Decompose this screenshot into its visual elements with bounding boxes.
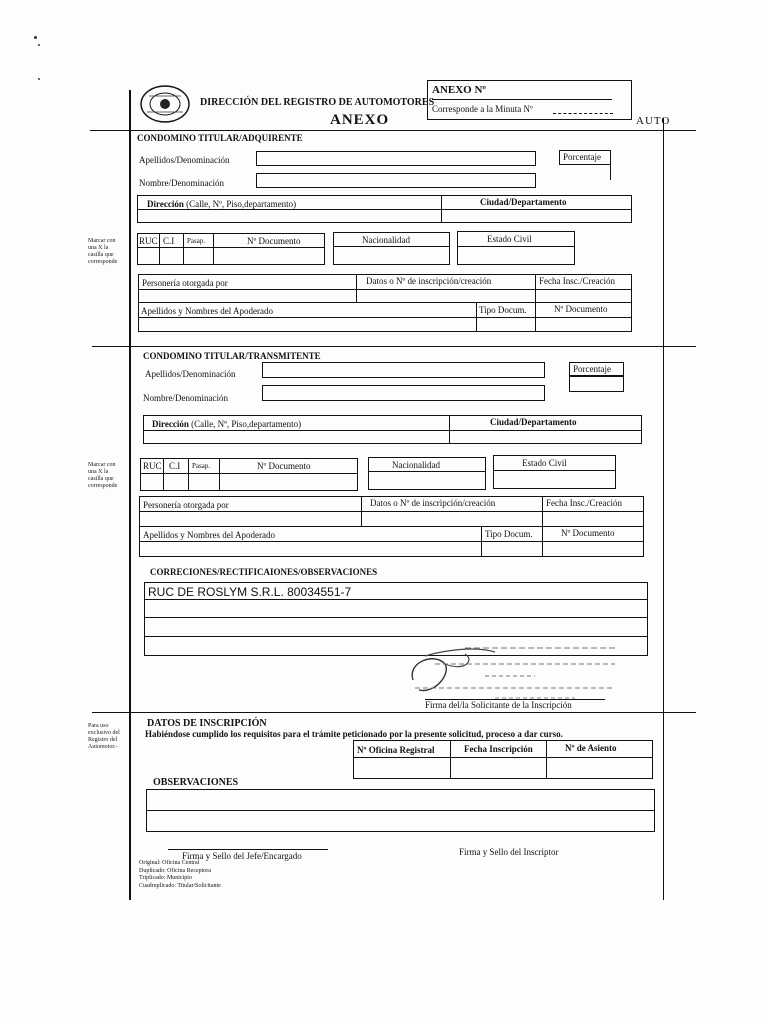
apellidos-input[interactable] <box>262 362 545 378</box>
nombre-label: Nombre/Denominación <box>143 393 228 403</box>
divider <box>138 302 632 303</box>
tipo-docum-label: Tipo Docum. <box>479 305 527 315</box>
ndoc-label: Nº Documento <box>247 236 301 246</box>
divider <box>542 496 543 557</box>
divider <box>361 496 362 526</box>
divider <box>441 195 442 223</box>
asiento-label: Nº de Asiento <box>565 743 617 753</box>
divider <box>143 430 642 431</box>
divider <box>546 740 547 779</box>
apoderado-label: Apellidos y Nombres del Apoderado <box>143 530 275 540</box>
nombre-input[interactable] <box>262 385 545 401</box>
inscripcion-statement: Habiéndose cumplido los requisitos para el trámite peticionado por la presente solicitud, proceso a dar curso. <box>145 729 563 739</box>
divider <box>213 233 214 265</box>
divider <box>144 599 648 600</box>
nacionalidad-label: Nacionalidad <box>362 235 410 245</box>
divider <box>493 470 616 471</box>
section-divider <box>92 712 696 713</box>
ciudad-label: Ciudad/Departamento <box>480 197 567 207</box>
divider <box>432 99 612 100</box>
divider <box>146 810 655 811</box>
auto-label: AUTO <box>636 115 671 127</box>
divider <box>183 233 184 265</box>
ndoc-label: Nº Documento <box>257 461 311 471</box>
side-note-marcar: Marcar con una X la casilla que corresponde <box>88 462 118 489</box>
divider <box>140 473 358 474</box>
scan-speck <box>38 78 40 80</box>
copy-line: Cuadruplicado: Titular/Solicitante <box>139 882 221 889</box>
direccion-label: Dirección (Calle, Nº, Piso,departamento) <box>147 199 297 209</box>
copies-list <box>139 860 221 890</box>
copy-line: Triplicado: Municipio <box>139 875 192 881</box>
porcentaje-input[interactable] <box>610 164 611 180</box>
direccion-label: Dirección (Calle, Nº, Piso,departamento) <box>152 419 302 429</box>
ruc-label: RUC <box>139 236 158 246</box>
firma-solicitante: Firma del/la Solicitante de la Inscripción <box>425 700 572 710</box>
signature-line <box>168 849 328 850</box>
section-divider <box>92 346 696 347</box>
firma-inscriptor: Firma y Sello del Inscriptor <box>459 847 559 857</box>
nombre-label: Nombre/Denominación <box>139 178 224 188</box>
scan-speck <box>38 44 40 46</box>
estado-civil-label: Estado Civil <box>522 458 567 468</box>
divider <box>450 740 451 779</box>
datos-inscripcion-label: Datos o Nº de inscripción/creación <box>366 276 492 286</box>
divider <box>476 302 477 332</box>
personeria-label: Personería otorgada por <box>142 278 228 288</box>
divider <box>368 471 486 472</box>
divider <box>139 511 644 512</box>
porcentaje-label: Porcentaje <box>563 152 601 162</box>
fecha-inscripcion-label: Fecha Inscripción <box>464 744 533 754</box>
nombre-input[interactable] <box>256 173 536 188</box>
porcentaje-label: Porcentaje <box>573 364 611 374</box>
divider <box>353 757 653 758</box>
notary-stamp <box>405 642 645 706</box>
anexo-number-label: ANEXO Nº <box>432 84 487 96</box>
divider <box>188 458 189 491</box>
pasap-label: Pasap. <box>187 237 206 245</box>
fecha-insc-label: Fecha Insc./Creación <box>546 498 622 508</box>
minuta-field[interactable] <box>553 113 613 114</box>
apellidos-input[interactable] <box>256 151 536 166</box>
ruc-label: RUC <box>143 461 162 471</box>
divider <box>144 636 648 637</box>
divider <box>139 541 644 542</box>
section-title-observaciones: OBSERVACIONES <box>153 777 239 788</box>
divider <box>138 317 632 318</box>
apellidos-label: Apellidos/Denominación <box>139 155 230 165</box>
estado-civil-label: Estado Civil <box>487 234 532 244</box>
nacionalidad-label: Nacionalidad <box>392 460 440 470</box>
divider <box>449 415 450 444</box>
section-title-adquirente: CONDOMINO TITULAR/ADQUIRENTE <box>137 133 303 143</box>
divider <box>139 526 644 527</box>
fecha-insc-label: Fecha Insc./Creación <box>539 276 615 286</box>
left-margin-line <box>129 90 131 900</box>
divider <box>356 274 357 302</box>
ndoc2-label: Nº Documento <box>561 528 615 538</box>
divider <box>163 458 164 491</box>
firma-jefe: Firma y Sello del Jefe/Encargado <box>182 851 302 861</box>
pasap-label: Pasap. <box>192 462 211 470</box>
ci-label: C.I <box>169 461 181 471</box>
seal-logo <box>139 84 191 124</box>
scan-speck <box>34 36 37 39</box>
divider <box>219 458 220 491</box>
right-margin-line <box>663 118 664 900</box>
ci-label: C.I <box>163 236 175 246</box>
personeria-label: Personería otorgada por <box>143 500 229 510</box>
side-note-marcar: Marcar con una X la casilla que corresponde <box>88 238 118 265</box>
copy-line: Duplicado: Oficina Receptora <box>139 867 211 874</box>
divider <box>137 247 325 248</box>
section-title-transmitente: CONDOMINO TITULAR/TRANSMITENTE <box>143 351 321 361</box>
tipo-docum-label: Tipo Docum. <box>485 529 533 539</box>
divider <box>481 526 482 557</box>
copy-line: Original: Oficina Central <box>139 860 200 866</box>
page-title: ANEXO <box>330 112 390 128</box>
side-note-exclusive: Para uso exclusivo del Registro del Automotor.- <box>88 723 120 750</box>
porcentaje-input[interactable] <box>569 376 624 392</box>
ciudad-label: Ciudad/Departamento <box>490 417 577 427</box>
oficina-label: Nº Oficina Registral <box>357 745 435 755</box>
datos-inscripcion-label: Datos o Nº de inscripción/creación <box>370 498 496 508</box>
divider <box>457 246 575 247</box>
divider <box>137 209 632 210</box>
divider <box>159 233 160 265</box>
institution-name: DIRECCIÓN DEL REGISTRO DE AUTOMOTORES <box>200 97 435 108</box>
apoderado-label: Apellidos y Nombres del Apoderado <box>141 306 273 316</box>
divider <box>333 246 450 247</box>
divider <box>138 289 632 290</box>
divider <box>535 274 536 332</box>
apellidos-label: Apellidos/Denominación <box>145 369 236 379</box>
section-title-inscripcion: DATOS DE INSCRIPCIÓN <box>147 718 267 729</box>
correcciones-line-1: RUC DE ROSLYM S.R.L. 80034551-7 <box>148 585 352 599</box>
divider <box>144 617 648 618</box>
minuta-label: Corresponde a la Minuta Nº <box>432 104 533 114</box>
section-divider <box>90 130 696 131</box>
section-title-correcciones: CORRECIONES/RECTIFICAIONES/OBSERVACIONES <box>150 567 378 577</box>
ndoc2-label: Nº Documento <box>554 304 608 314</box>
